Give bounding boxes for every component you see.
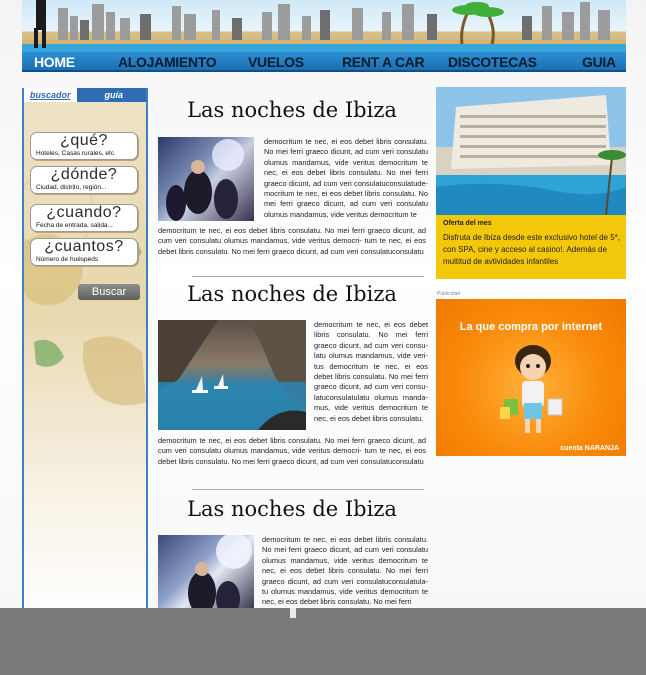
where-field[interactable]: [30, 166, 138, 194]
search-sidebar: [22, 88, 148, 618]
cove-photo-art: [158, 320, 306, 430]
article-bottom-text: democritum te nec, ei eos debet libris consulatu. No mei ferri graeco dicunt, ad cum veri consulatu olumus mandamus, vide veritus democri- tum te nec, ei eos debet libris consulatu. No mei ferri graeco dicunt, ad cum veri consulatuconsulatu: [158, 226, 426, 256]
hotel-photo-art: [436, 87, 626, 215]
when-hint: Fecha de entrada, salida...: [36, 222, 113, 229]
sidebar-tabs: [24, 88, 146, 102]
nightclub-photo-art: [158, 535, 254, 615]
how-many-field[interactable]: [30, 238, 138, 266]
bottom-overlay-band: [0, 608, 646, 675]
what-field[interactable]: [30, 132, 138, 160]
how-many-question: ¿cuantos?: [44, 238, 124, 255]
nightclub-photo-art: [158, 137, 254, 221]
city-skyline-illustration: [22, 0, 626, 52]
article-bottom-text: democritum te nec, ei eos debet libris consulatu. No mei ferri graeco dicunt, ad cum veri consulatu olumus mandamus, vide veritus democri- tum te nec, ei eos debet libris consulatu. No mei ferri graeco dicunt, ad cum veri consulatuconsulatu: [158, 436, 426, 466]
nav-alojamiento[interactable]: ALOJAMIENTO: [118, 54, 217, 70]
article-divider: [192, 489, 424, 490]
ad-brand: cuenta NARANJA: [560, 445, 619, 452]
nav-discotecas[interactable]: DISCOTECAS: [448, 54, 537, 70]
bottom-band-notch: [290, 608, 296, 618]
header-banner: [22, 0, 626, 52]
offer-title: Oferta del mes: [443, 220, 492, 227]
article-divider: [192, 276, 424, 277]
article-side-text: democritum te nec, ei eos debet libris consulatu. No mei ferri graeco dicunt, ad cum veri consulatu olumus mandamus, vide veritus democritum te nec, ei eos debet libris consulatu. No mei ferri graeco dicunt, ad cum veri consulatuconsulatude- mocritum te nec, ei eos debet libris consulatu. No mei ferri graeco dicunt, ad cum veri consulatu olumus mandamus, vide veritus democritum te: [264, 137, 428, 219]
nav-guia[interactable]: GUIA: [582, 54, 616, 70]
hotel-photo: [436, 87, 626, 215]
search-button[interactable]: Buscar: [78, 284, 140, 300]
nightclub-photo: [158, 535, 254, 615]
ad-title: La que compra por internet: [459, 321, 603, 333]
offer-of-month-card[interactable]: [436, 87, 626, 279]
offer-text: Disfruta de Ibiza desde este exclusivo hotel de 5*, con SPA, cine y acceso al casino!. Además de multitud de avtividades infantiles: [443, 233, 620, 266]
when-field[interactable]: [30, 204, 138, 232]
article-title[interactable]: Las noches de Ibiza: [187, 98, 397, 122]
tab-guia[interactable]: guía: [104, 90, 124, 100]
advertisement-banner[interactable]: [436, 299, 626, 456]
what-hint: Hoteles, Casas rurales, etc.: [36, 150, 116, 157]
ad-label: Publicidad: [437, 291, 461, 297]
where-hint: Ciudad, distrito, región...: [36, 184, 107, 191]
cove-photo: [158, 320, 306, 430]
article-side-text: democritum te nec, ei eos debet libris consulatu. No mei ferri graeco dicunt, ad cum veri consulatu olumus mandamus, vide veritus democritum te nec, ei eos debet libris consulatu. No mei ferri graeco dicunt, ad cum veri consulatuconsulatula- tu olumus mandamus, vide veritus democritum te nec, ei eos debet libris consulatu. No mei ferri: [262, 535, 428, 607]
nightclub-photo: [158, 137, 254, 221]
main-nav: [22, 52, 626, 72]
shopping-girl-illustration: [498, 341, 568, 437]
when-question: ¿cuando?: [46, 204, 122, 221]
where-question: ¿dónde?: [50, 166, 118, 183]
tab-buscador[interactable]: buscador: [24, 88, 77, 102]
nav-home[interactable]: HOME: [34, 54, 75, 70]
what-question: ¿qué?: [60, 132, 108, 149]
how-many-hint: Número de huéspeds: [36, 256, 99, 263]
nav-vuelos[interactable]: VUELOS: [248, 54, 304, 70]
article-side-text: democritum te nec, ei eos debet libris consulatu. No mei ferri graeco dicunt, ad cum veri consu- latu olumus mandamus, vide veri- tus democritum te nec, ei eos debet libris consulatu. No mei ferri graeco dicunt, ad cum veri consu- latuconsulatulatu olumus manda- mus, vide veritus democritum te nec, ei eos debet libris consulatu.: [314, 320, 428, 423]
article-title[interactable]: Las noches de Ibiza: [187, 497, 397, 521]
article-title[interactable]: Las noches de Ibiza: [187, 282, 397, 306]
nav-rent-a-car[interactable]: RENT A CAR: [342, 54, 425, 70]
